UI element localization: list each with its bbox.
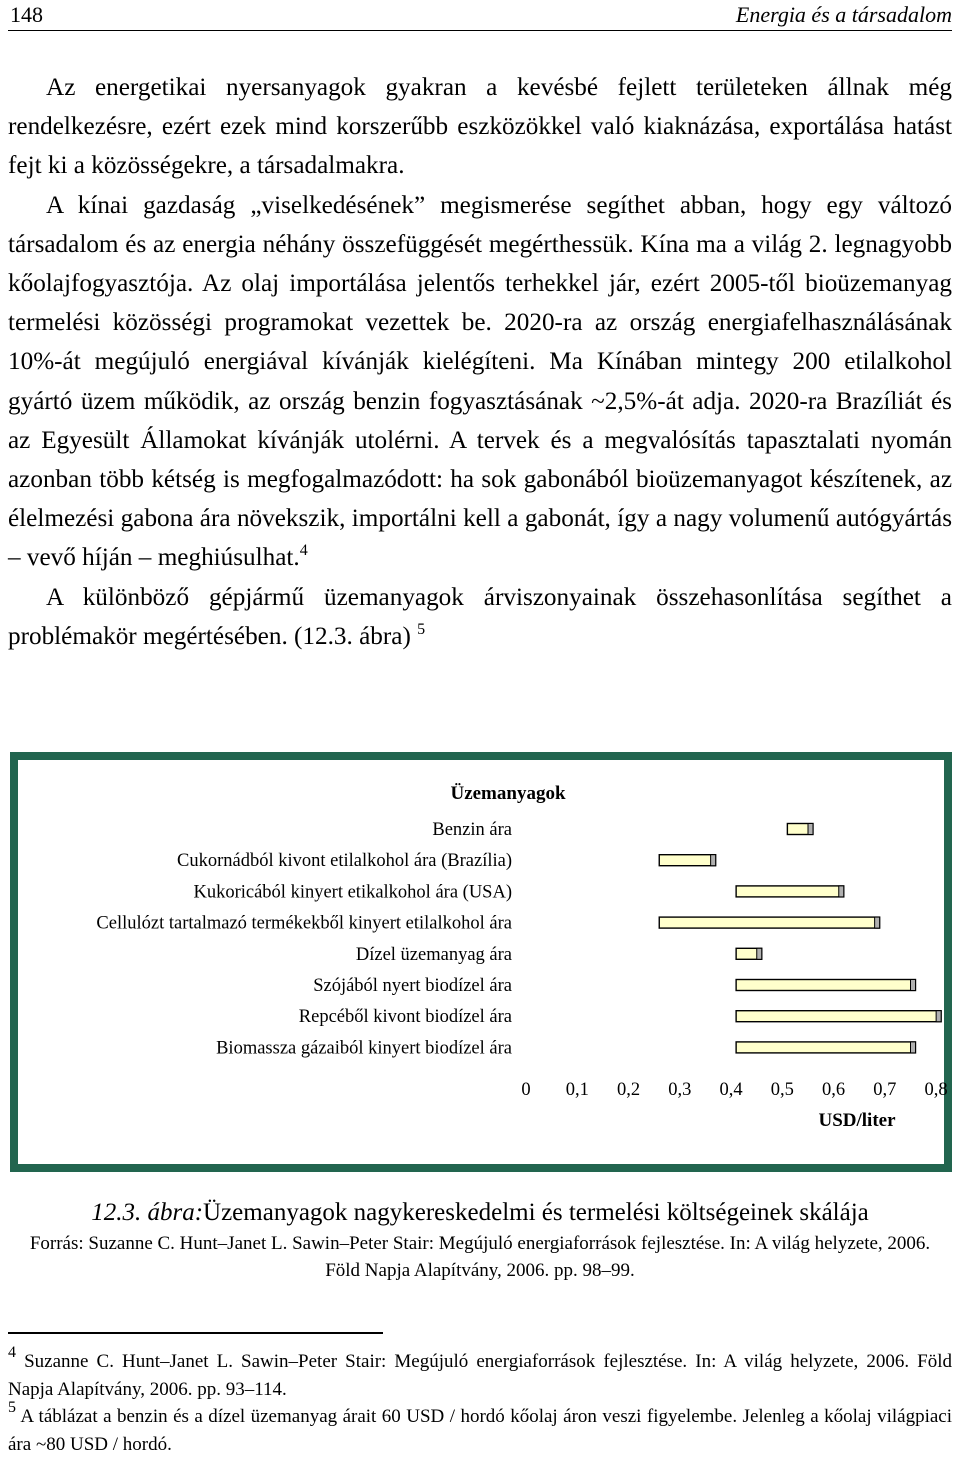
x-tick-label: 0,5 <box>770 1080 794 1100</box>
category-label: Kukoricából kinyert etikalkohol ára (USA) <box>193 882 512 903</box>
x-tick-label: 0,4 <box>719 1080 743 1100</box>
range-bar <box>736 980 915 991</box>
x-tick-label: 0,6 <box>821 1080 846 1100</box>
category-label: Repcéből kivont biodízel ára <box>298 1007 512 1028</box>
figure-chart <box>10 752 952 1172</box>
paragraph-1 <box>8 68 952 186</box>
footnote-separator <box>8 1332 383 1334</box>
page-header <box>8 0 952 31</box>
x-tick-label: 0,7 <box>873 1080 897 1100</box>
range-bar <box>736 1011 941 1022</box>
chart-title: Üzemanyagok <box>450 783 566 804</box>
range-bar <box>736 886 844 897</box>
footnote-number-4: 4 <box>8 1344 16 1361</box>
page-number: 148 <box>10 2 43 27</box>
category-label: Dízel üzemanyag ára <box>355 944 512 965</box>
body-text <box>8 68 952 656</box>
x-tick-label: 0 <box>521 1080 531 1100</box>
x-tick-label: 0,2 <box>616 1080 641 1100</box>
paragraph-3-text: A különböző gépjármű üzemanyagok árviszonyainak összehasonlítása segíthet a problémakör megértésében. (12.3. ábra) <box>8 583 952 650</box>
caption-label: 12.3. ábra: <box>91 1199 204 1226</box>
category-label: Cellulózt tartalmazó termékekből kinyert etilalkohol ára <box>96 913 512 934</box>
footnote-text-4: Suzanne C. Hunt–Janet L. Sawin–Peter Stair: Megújuló energiaforrások fejlesztése. In: A világ helyzete, 2006. Föld Napja Alapítvány, 2006. pp. 93–114. <box>8 1351 952 1400</box>
category-label: Cukornádból kivont etilalkohol ára (Brazília) <box>177 851 512 872</box>
footnote-ref-4[interactable]: 4 <box>299 542 308 560</box>
footnote-text-5: A táblázat a benzin és a dízel üzemanyag árait 60 USD / hordó kőolaj áron veszi figyelembe. Jelenleg a kőolaj világpiaci ára ~80 USD / hordó. <box>8 1406 953 1455</box>
range-bar <box>736 1042 915 1053</box>
chart-x-axis-label: USD/liter <box>818 1110 896 1131</box>
caption-title-line <box>8 1196 952 1230</box>
x-tick-label: 0,3 <box>668 1080 692 1100</box>
running-title: Energia és a társadalom <box>735 2 952 27</box>
x-tick-label: 0,1 <box>565 1080 589 1100</box>
category-label: Szójából nyert biodízel ára <box>313 976 512 996</box>
category-label: Biomassza gázaiból kinyert biodízel ára <box>216 1038 512 1059</box>
caption-source: Forrás: Suzanne C. Hunt–Janet L. Sawin–Peter Stair: Megújuló energiaforrások fejlesztése. In: A világ helyzete, 2006. Föld Napja Alapítvány, 2006. pp. 98–99. <box>29 1233 931 1281</box>
footnote-4 <box>8 1344 952 1403</box>
paragraph-3 <box>8 578 952 656</box>
category-label: Benzin ára <box>432 820 512 840</box>
footnote-5 <box>8 1399 953 1458</box>
paragraph-2-text: A kínai gazdaság „viselkedésének” megismerése segíthet abban, hogy egy változó társadalom és az energia néhány összefüggését megérthessük. Kína ma a világ 2. legnagyobb kőolajfogyasztója. Az olaj importálása jelentős terhekkel jár, ezért 2005-től bioüzemanyag termelési közösségi programokat vezettek be. 2020-ra az ország energiafelhasználásának 10%-át megújuló energiával kívánják kielégíteni. Ma Kínában mintegy 200 etilalkohol gyártó üzem működik, az ország benzin fogyasztásának ~2,5%-át adja. 2020-ra Brazíliát és az Egyesült Államokat kívánják utolérni. A tervek és a megvalósítás tapasztalati nyomán azonban több kétség is megfogalmazódott: ha sok gabonából bioüzemanyagot készítenek, az élelmezési gabona ára növekszik, importálni kell a gabonát, így a nagy volumenű autógyártás – vevő híján – meghiúsulhat. <box>8 191 952 572</box>
footnote-number-5: 5 <box>8 1399 16 1416</box>
paragraph-2 <box>8 186 952 578</box>
x-tick-label: 0,8 <box>924 1080 948 1100</box>
figure-caption <box>8 1196 952 1284</box>
caption-title: Üzemanyagok nagykereskedelmi és termelési költségeinek skálája <box>203 1199 869 1226</box>
paragraph-1-text: Az energetikai nyersanyagok gyakran a kevésbé fejlett területeken állnak még rendelkezésre, ezért ezek mind korszerűbb eszközökkel való kiaknázása, exportálása hatást fejt ki a közösségekre, a társadalmakra. <box>8 74 952 180</box>
range-bar <box>659 917 879 928</box>
fuel-price-chart <box>10 752 952 1172</box>
range-bar <box>736 948 762 959</box>
footnotes <box>8 1344 953 1458</box>
range-bar <box>659 855 715 866</box>
range-bar <box>787 824 813 835</box>
footnote-ref-5[interactable]: 5 <box>417 620 426 638</box>
